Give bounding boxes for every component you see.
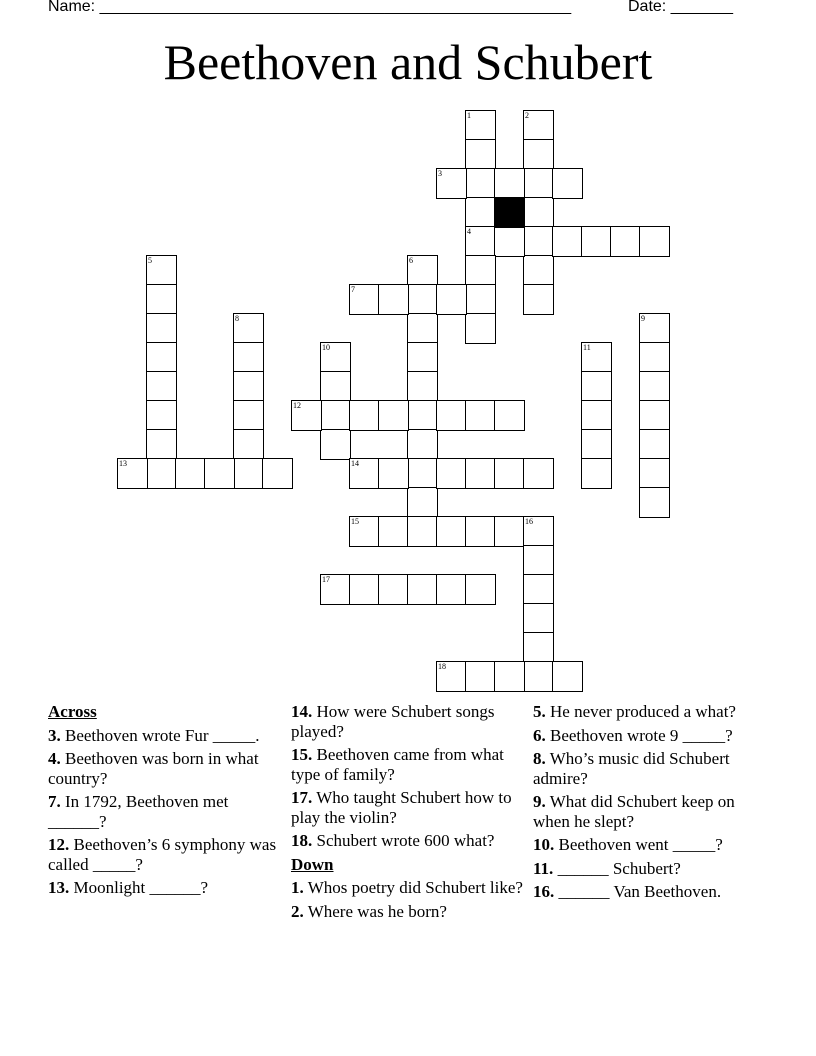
- grid-cell[interactable]: [639, 313, 670, 344]
- grid-cell[interactable]: [494, 458, 525, 489]
- grid-cell[interactable]: [552, 226, 583, 257]
- grid-cell[interactable]: [465, 197, 496, 228]
- grid-cell[interactable]: [233, 342, 264, 373]
- across-clue-list-continued: [291, 702, 531, 851]
- grid-cell[interactable]: [233, 313, 264, 344]
- grid-cell[interactable]: [320, 574, 351, 605]
- cell-number: 7: [351, 285, 355, 294]
- grid-cell[interactable]: [465, 226, 496, 257]
- grid-cell[interactable]: [465, 168, 496, 199]
- clue-text: Beethoven came from what type of family?: [291, 745, 504, 784]
- clue-number: 8.: [533, 749, 546, 768]
- grid-cell[interactable]: [523, 545, 554, 576]
- grid-cell[interactable]: [581, 371, 612, 402]
- clue-item: [291, 788, 531, 827]
- grid-cell[interactable]: [639, 458, 670, 489]
- clue-text: He never produced a what?: [545, 702, 736, 721]
- grid-cell[interactable]: [523, 574, 554, 605]
- grid-cell[interactable]: [204, 458, 235, 489]
- clue-item: [533, 792, 773, 831]
- grid-cell[interactable]: [407, 400, 438, 431]
- grid-cell[interactable]: [233, 458, 264, 489]
- clue-item: [48, 835, 288, 874]
- clue-item: [291, 902, 531, 922]
- grid-cell[interactable]: [233, 371, 264, 402]
- grid-cell[interactable]: [407, 458, 438, 489]
- grid-cell[interactable]: [523, 603, 554, 634]
- grid-cell[interactable]: [494, 516, 525, 547]
- clue-item: [533, 859, 773, 879]
- clue-item: [48, 726, 288, 746]
- grid-cell[interactable]: [523, 632, 554, 663]
- grid-block-cell: [494, 197, 525, 228]
- clue-text: Beethoven was born in what country?: [48, 749, 259, 788]
- down-clue-list-continued: [533, 702, 773, 902]
- clue-number: 17.: [291, 788, 313, 807]
- grid-cell[interactable]: [581, 400, 612, 431]
- grid-cell[interactable]: [610, 226, 641, 257]
- grid-cell[interactable]: [349, 516, 380, 547]
- grid-cell[interactable]: [436, 400, 467, 431]
- grid-cell[interactable]: [465, 284, 496, 315]
- clue-item: [291, 831, 531, 851]
- grid-cell[interactable]: [175, 458, 206, 489]
- grid-cell[interactable]: [494, 168, 525, 199]
- grid-cell[interactable]: [552, 661, 583, 692]
- grid-cell[interactable]: [523, 284, 554, 315]
- clue-text: Beethoven went _____?: [554, 835, 723, 854]
- clue-text: Moonlight ______?: [69, 878, 209, 897]
- grid-cell[interactable]: [378, 574, 409, 605]
- cell-number: 9: [641, 314, 645, 323]
- clue-item: [291, 702, 531, 741]
- cell-number: 4: [467, 227, 471, 236]
- grid-cell[interactable]: [523, 516, 554, 547]
- clue-item: [533, 749, 773, 788]
- grid-cell[interactable]: [146, 429, 177, 460]
- name-field[interactable]: Name: _____________________________________________________: [48, 0, 572, 15]
- grid-cell[interactable]: [465, 110, 496, 141]
- clue-item: [291, 878, 531, 898]
- clue-number: 13.: [48, 878, 70, 897]
- clue-number: 3.: [48, 725, 61, 745]
- grid-cell[interactable]: [523, 226, 554, 257]
- grid-cell[interactable]: [436, 516, 467, 547]
- clue-text: How were Schubert songs played?: [291, 702, 495, 741]
- grid-cell[interactable]: [320, 429, 351, 460]
- grid-cell[interactable]: [465, 458, 496, 489]
- grid-cell[interactable]: [378, 516, 409, 547]
- grid-cell[interactable]: [291, 400, 322, 431]
- grid-cell[interactable]: [523, 255, 554, 286]
- page-title: Beethoven and Schubert: [163, 34, 653, 90]
- grid-cell[interactable]: [494, 226, 525, 257]
- clue-number: 15.: [291, 745, 313, 764]
- grid-cell[interactable]: [494, 661, 525, 692]
- clue-text: In 1792, Beethoven met ______?: [48, 792, 229, 831]
- grid-cell[interactable]: [581, 458, 612, 489]
- grid-cell[interactable]: [581, 342, 612, 373]
- clue-number: 7.: [48, 792, 61, 811]
- clue-item: [533, 882, 773, 902]
- clue-number: 10.: [533, 835, 555, 854]
- clue-text: Beethoven’s 6 symphony was called _____?: [48, 835, 277, 874]
- grid-cell[interactable]: [407, 255, 438, 286]
- cell-number: 17: [322, 575, 330, 584]
- cell-number: 10: [322, 343, 330, 352]
- clue-item: [533, 726, 773, 746]
- across-clue-list: [48, 726, 288, 898]
- clue-number: 11.: [533, 858, 554, 878]
- grid-cell[interactable]: [378, 284, 409, 315]
- grid-cell[interactable]: [262, 458, 293, 489]
- grid-cell[interactable]: [378, 458, 409, 489]
- grid-cell[interactable]: [552, 168, 583, 199]
- grid-cell[interactable]: [320, 342, 351, 373]
- grid-cell[interactable]: [146, 458, 177, 489]
- cell-number: 13: [119, 459, 127, 468]
- cell-number: 15: [351, 517, 359, 526]
- grid-cell[interactable]: [407, 516, 438, 547]
- grid-cell[interactable]: [117, 458, 148, 489]
- grid-cell[interactable]: [523, 458, 554, 489]
- clue-text: Whos poetry did Schubert like?: [303, 878, 523, 897]
- grid-cell[interactable]: [465, 400, 496, 431]
- down-clue-list: [291, 878, 531, 921]
- clue-text: ______ Van Beethoven.: [554, 882, 722, 901]
- grid-cell[interactable]: [639, 226, 670, 257]
- clue-number: 12.: [48, 835, 70, 854]
- grid-cell[interactable]: [146, 284, 177, 315]
- grid-cell[interactable]: [639, 400, 670, 431]
- clue-number: 16.: [533, 882, 555, 901]
- grid-cell[interactable]: [639, 487, 670, 518]
- grid-cell[interactable]: [349, 574, 380, 605]
- grid-cell[interactable]: [407, 284, 438, 315]
- cell-number: 2: [525, 111, 529, 120]
- clue-item: [533, 835, 773, 855]
- grid-cell[interactable]: [436, 284, 467, 315]
- clue-text: Schubert wrote 600 what?: [312, 831, 495, 850]
- grid-cell[interactable]: [320, 371, 351, 402]
- cell-number: 8: [235, 314, 239, 323]
- grid-cell[interactable]: [639, 429, 670, 460]
- clue-text: Who taught Schubert how to play the violin?: [291, 788, 512, 827]
- grid-cell[interactable]: [233, 400, 264, 431]
- grid-cell[interactable]: [465, 255, 496, 286]
- grid-cell[interactable]: [407, 429, 438, 460]
- clue-number: 6.: [533, 725, 546, 745]
- cell-number: 14: [351, 459, 359, 468]
- grid-cell[interactable]: [523, 139, 554, 170]
- grid-cell[interactable]: [465, 516, 496, 547]
- grid-cell[interactable]: [407, 313, 438, 344]
- grid-cell[interactable]: [407, 574, 438, 605]
- clue-number: 5.: [533, 702, 546, 721]
- clue-number: 1.: [291, 878, 304, 897]
- clue-item: [533, 702, 773, 722]
- clue-item: [48, 792, 288, 831]
- clue-text: What did Schubert keep on when he slept?: [533, 792, 735, 831]
- clues-column-1: [48, 702, 288, 902]
- clue-number: 2.: [291, 901, 304, 921]
- grid-cell[interactable]: [465, 313, 496, 344]
- grid-cell[interactable]: [407, 371, 438, 402]
- grid-cell[interactable]: [436, 574, 467, 605]
- grid-cell[interactable]: [407, 487, 438, 518]
- clue-text: Who’s music did Schubert admire?: [533, 749, 730, 788]
- clue-number: 14.: [291, 702, 313, 721]
- clue-number: 18.: [291, 831, 313, 850]
- date-field[interactable]: Date: _______: [628, 0, 733, 15]
- cell-number: 1: [467, 111, 471, 120]
- clue-number: 9.: [533, 792, 546, 811]
- grid-cell[interactable]: [581, 429, 612, 460]
- cell-number: 11: [583, 343, 591, 352]
- grid-cell[interactable]: [349, 400, 380, 431]
- clue-text: Beethoven wrote 9 _____?: [545, 725, 733, 745]
- cell-number: 18: [438, 662, 446, 671]
- cell-number: 5: [148, 256, 152, 265]
- grid-cell[interactable]: [146, 342, 177, 373]
- clue-text: Where was he born?: [303, 901, 447, 921]
- grid-cell[interactable]: [407, 342, 438, 373]
- grid-cell[interactable]: [378, 400, 409, 431]
- cell-number: 12: [293, 401, 301, 410]
- clue-number: 4.: [48, 749, 61, 768]
- grid-cell[interactable]: [465, 139, 496, 170]
- grid-cell[interactable]: [233, 429, 264, 460]
- grid-cell[interactable]: [465, 661, 496, 692]
- grid-cell[interactable]: [320, 400, 351, 431]
- grid-cell[interactable]: [465, 574, 496, 605]
- clue-text: ______ Schubert?: [553, 858, 681, 878]
- cell-number: 3: [438, 169, 442, 178]
- grid-cell[interactable]: [436, 458, 467, 489]
- grid-cell[interactable]: [146, 313, 177, 344]
- grid-cell[interactable]: [146, 371, 177, 402]
- grid-cell[interactable]: [639, 371, 670, 402]
- grid-cell[interactable]: [581, 226, 612, 257]
- grid-cell[interactable]: [523, 110, 554, 141]
- clue-item: [291, 745, 531, 784]
- grid-cell[interactable]: [523, 197, 554, 228]
- clue-text: Beethoven wrote Fur _____.: [60, 725, 260, 745]
- clues-column-2: [291, 702, 531, 925]
- grid-cell[interactable]: [349, 284, 380, 315]
- grid-cell[interactable]: [349, 458, 380, 489]
- grid-cell[interactable]: [523, 661, 554, 692]
- grid-cell[interactable]: [436, 168, 467, 199]
- across-heading: Across: [48, 702, 97, 721]
- grid-cell[interactable]: [146, 255, 177, 286]
- grid-cell[interactable]: [436, 661, 467, 692]
- clue-item: [48, 749, 288, 788]
- down-heading: Down: [291, 854, 334, 874]
- grid-cell[interactable]: [494, 400, 525, 431]
- grid-cell[interactable]: [523, 168, 554, 199]
- grid-cell[interactable]: [639, 342, 670, 373]
- cell-number: 16: [525, 517, 533, 526]
- cell-number: 6: [409, 256, 413, 265]
- clues-column-3: [533, 702, 773, 906]
- clue-item: [48, 878, 288, 898]
- grid-cell[interactable]: [146, 400, 177, 431]
